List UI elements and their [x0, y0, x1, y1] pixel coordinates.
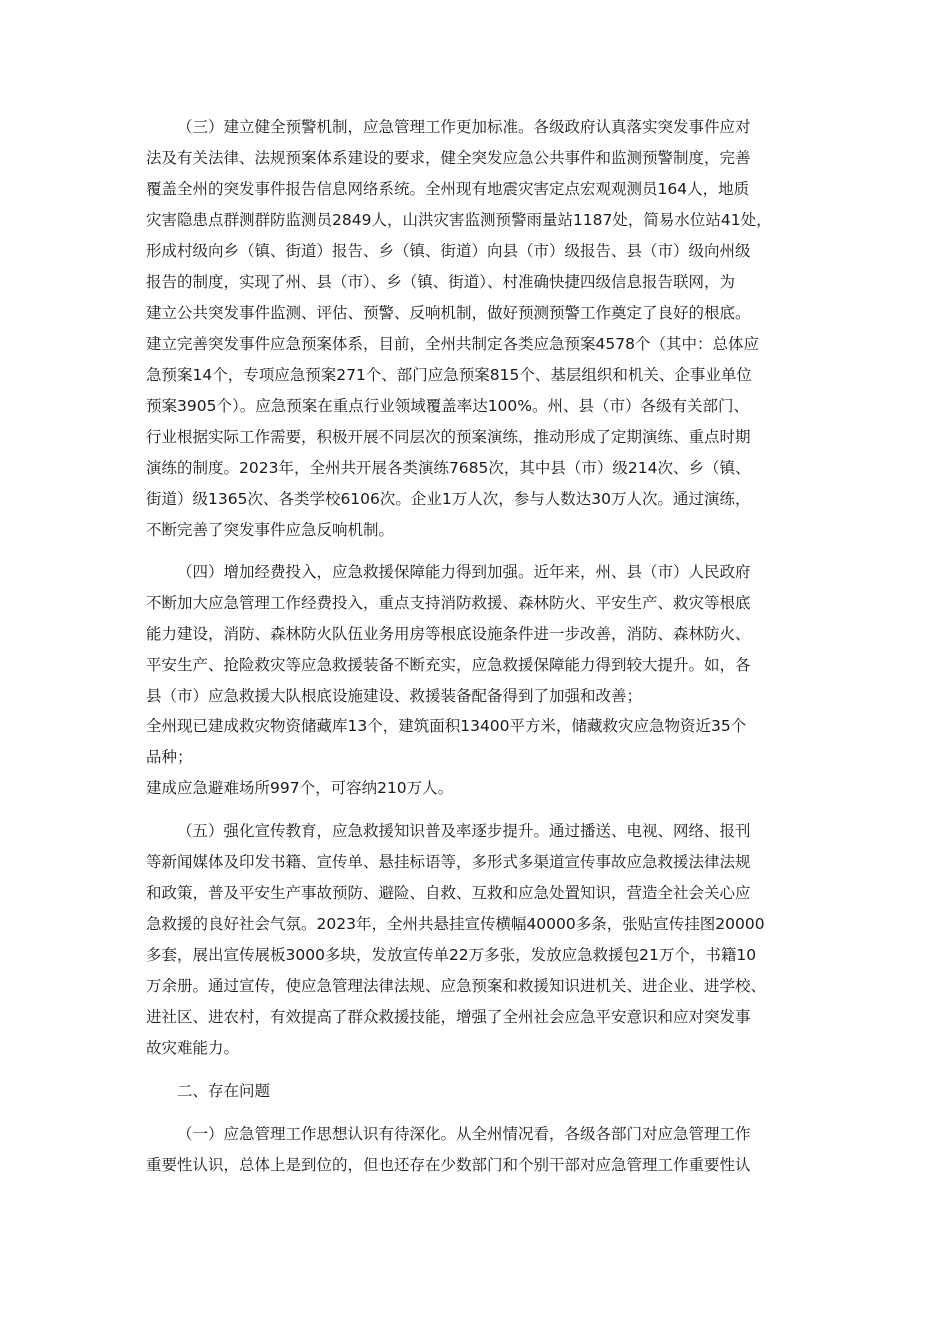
text-line: 报告的制度，实现了州、县（市）、乡（镇、街道）、村准确快捷四级信息报告联网，为	[146, 273, 736, 291]
text-line: 演练的制度。2023年，全州共开展各类演练7685次，其中县（市）级214次、乡（镇、	[146, 459, 751, 477]
text-line: 等新闻媒体及印发书籍、宣传单、悬挂标语等，多形式多渠道宣传事故应急救援法律法规	[146, 853, 751, 871]
text-line: 街道）级1365次、各类学校6106次。企业1万人次，参与人数达30万人次。通过演练，	[146, 490, 751, 508]
text-line: （四）增加经费投入，应急救援保障能力得到加强。近年来，州、县（市）人民政府	[177, 563, 751, 581]
text-line: 形成村级向乡（镇、街道）报告、乡（镇、街道）向县（市）级报告、县（市）级向州级	[146, 242, 751, 260]
text-line: 急救援的良好社会气氛。2023年，全州共悬挂宣传横幅40000多条，张贴宣传挂图20000	[146, 915, 765, 933]
text-line: 灾害隐患点群测群防监测员2849人，山洪灾害监测预警雨量站1187处，简易水位站41处，	[146, 211, 772, 229]
text-line: 重要性认识，总体上是到位的，但也还存在少数部门和个别干部对应急管理工作重要性认	[146, 1156, 751, 1174]
text-line: 不断加大应急管理工作经费投入，重点支持消防救援、森林防火、平安生产、救灾等根底	[146, 594, 751, 612]
text-line: 预案3905个）。应急预案在重点行业领域覆盖率达100%。州、县（市）各级有关部门、	[146, 397, 750, 415]
text-line: 不断完善了突发事件应急反响机制。	[146, 521, 395, 539]
text-line: 能力建设，消防、森林防火队伍业务用房等根底设施条件进一步改善，消防、森林防火、	[146, 625, 751, 643]
text-line: 行业根据实际工作需要，积极开展不同层次的预案演练，推动形成了定期演练、重点时期	[146, 428, 751, 446]
text-line: 建立完善突发事件应急预案体系，目前，全州共制定各类应急预案4578个（其中：总体应	[146, 335, 759, 353]
text-line: 和政策，普及平安生产事故预防、避险、自救、互救和应急处置知识，营造全社会关心应	[146, 884, 751, 902]
text-line: 进社区、进农村，有效提高了群众救援技能，增强了全州社会应急平安意识和应对突发事	[146, 1008, 751, 1026]
text-line: 覆盖全州的突发事件报告信息网络系统。全州现有地震灾害定点宏观观测员164人，地质	[146, 180, 750, 198]
text-line: 县（市）应急救援大队根底设施建设、救援装备配备得到了加强和改善；	[146, 687, 643, 705]
text-line: （五）强化宣传教育，应急救援知识普及率逐步提升。通过播送、电视、网络、报刊	[177, 822, 751, 840]
text-line: 故灾难能力。	[146, 1039, 240, 1057]
text-line: 急预案14个，专项应急预案271个、部门应急预案815个、基层组织和机关、企事业单位	[146, 366, 752, 384]
text-line: 多套，展出宣传展板3000多块，发放宣传单22万多张，发放应急救援包21万个，书籍10	[146, 946, 757, 964]
text-line: 全州现已建成救灾物资储藏库13个，建筑面积13400平方米，储藏救灾应急物资近35个	[146, 717, 747, 735]
text-line: （一）应急管理工作思想认识有待深化。从全州情况看，各级各部门对应急管理工作	[177, 1125, 751, 1143]
text-line: 平安生产、抢险救灾等应急救援装备不断充实，应急救援保障能力得到较大提升。如，各	[146, 656, 751, 674]
text-line: 万余册。通过宣传，使应急管理法律法规、应急预案和救援知识进机关、进企业、进学校、	[146, 977, 767, 995]
text-line: 法及有关法律、法规预案体系建设的要求，健全突发应急公共事件和监测预警制度，完善	[146, 149, 751, 167]
text-line: 建立公共突发事件监测、评估、预警、反响机制，做好预测预警工作奠定了良好的根底。	[146, 304, 751, 322]
text-line: （三）建立健全预警机制，应急管理工作更加标准。各级政府认真落实突发事件应对	[177, 118, 751, 136]
text-line: 品种；	[146, 748, 193, 766]
section-heading: 二、存在问题	[177, 1082, 271, 1100]
text-line: 建成应急避难场所997个，可容纳210万人。	[146, 779, 454, 797]
